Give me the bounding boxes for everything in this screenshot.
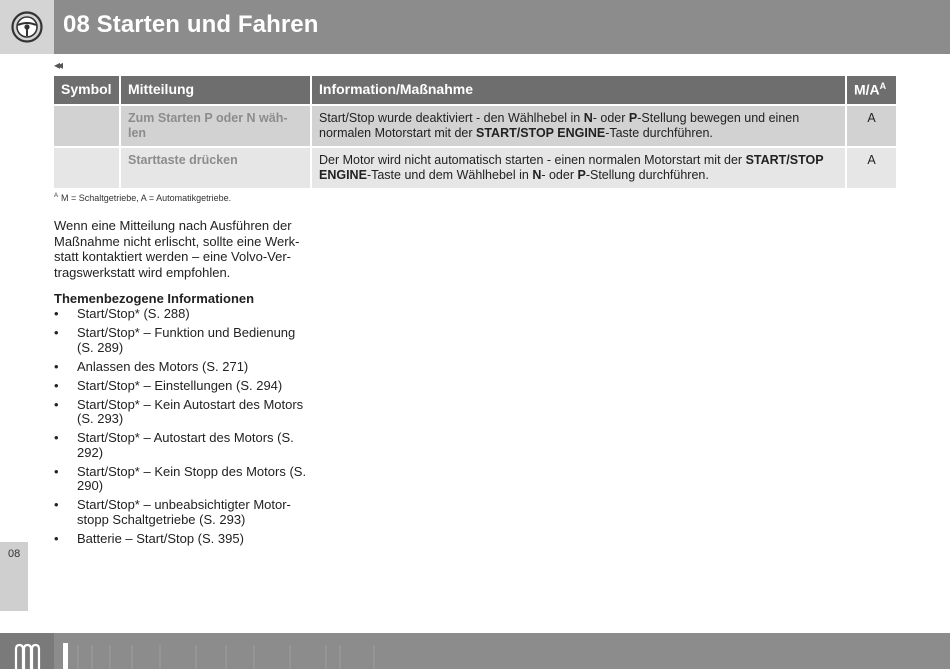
chapter-side-tab[interactable] [0,542,28,611]
ma-cell: A [846,105,896,147]
column-header-ma [846,76,896,105]
info-cell: Der Motor wird nicht automatisch starten - einen normalen Motorstart mit der START/STOP ENGINE-Taste und dem Wählhebel in N- oder P-Stellung durchführen. [311,147,846,188]
related-link[interactable]: Start/Stop* – Kein Autostart des Motors (S. 293) [77,396,304,426]
list-item[interactable] [54,532,314,547]
list-item[interactable] [54,465,314,494]
message-table [54,76,896,188]
ma-cell: A [846,147,896,188]
list-item[interactable] [54,398,314,427]
related-link[interactable]: Start/Stop* – unbeabsichtigter Motor-stopp Schaltgetriebe (S. 293) [77,497,291,527]
table-row [54,147,896,188]
bullet-icon: • [54,358,59,374]
table-row [54,105,896,147]
chapter-number: 08 [8,548,21,560]
related-link[interactable]: Start/Stop* – Einstellungen (S. 294) [77,377,283,393]
bullet-icon: • [54,306,59,321]
bullet-icon: • [54,497,59,512]
body-paragraph: Wenn eine Mitteilung nach Ausführen der Maßnahme nicht erlischt, sollte eine Werk-statt kontaktiert werden – eine Volvo-Ver-tragswerkstatt wird empfohlen. [54,218,300,280]
book-pages-icon [0,633,54,669]
ma-footnote-marker: A [879,81,887,91]
related-link[interactable]: Anlassen des Motors (S. 271) [77,358,249,374]
symbol-cell [54,147,120,188]
list-item[interactable] [54,307,314,322]
message-cell: Zum Starten P oder N wäh-len [120,105,311,147]
chapter-header [0,0,950,54]
bullet-icon: • [54,325,59,340]
related-info-heading: Themenbezogene Informationen [54,291,255,306]
table-header-row [54,76,896,105]
page-title: 08 Starten und Fahren [63,11,319,38]
column-header-info: Information/Maßnahme [311,76,846,105]
bullet-icon: • [54,530,59,546]
bullet-icon: • [54,430,59,445]
steering-wheel-icon [0,0,54,54]
list-item[interactable] [54,498,314,527]
message-cell: Starttaste drücken [120,147,311,188]
column-header-message: Mitteilung [120,76,311,105]
page-position-marker [63,643,68,669]
list-item[interactable] [54,431,314,460]
related-info-list [54,307,314,551]
symbol-cell [54,105,120,147]
related-link[interactable]: Start/Stop* (S. 288) [77,306,190,321]
footnote-marker: A [54,193,59,199]
table-footnote [54,193,231,203]
double-chevron-left-icon[interactable]: ◂◂ [54,58,61,72]
column-header-symbol: Symbol [54,76,120,105]
bullet-icon: • [54,377,59,393]
page-progress-ticks [70,645,390,669]
footnote-text: M = Schaltgetriebe, A = Automatikgetriebe. [61,193,232,203]
related-link[interactable]: Start/Stop* – Autostart des Motors (S. 292) [77,430,294,460]
related-link[interactable]: Start/Stop* – Funktion und Bedienung (S. 289) [77,325,296,355]
related-link[interactable]: Batterie – Start/Stop (S. 395) [77,530,244,546]
related-link[interactable]: Start/Stop* – Kein Stopp des Motors (S. 290) [77,463,307,493]
bullet-icon: • [54,396,59,412]
ma-label: M/A [854,81,880,98]
page-footer [0,633,950,669]
list-item[interactable] [54,360,314,375]
list-item[interactable] [54,326,314,355]
bullet-icon: • [54,463,59,479]
info-cell: Start/Stop wurde deaktiviert - den Wählhebel in N- oder P-Stellung bewegen und einen normalen Motorstart mit der START/STOP ENGINE-Taste durchführen. [311,105,846,147]
list-item[interactable] [54,379,314,394]
